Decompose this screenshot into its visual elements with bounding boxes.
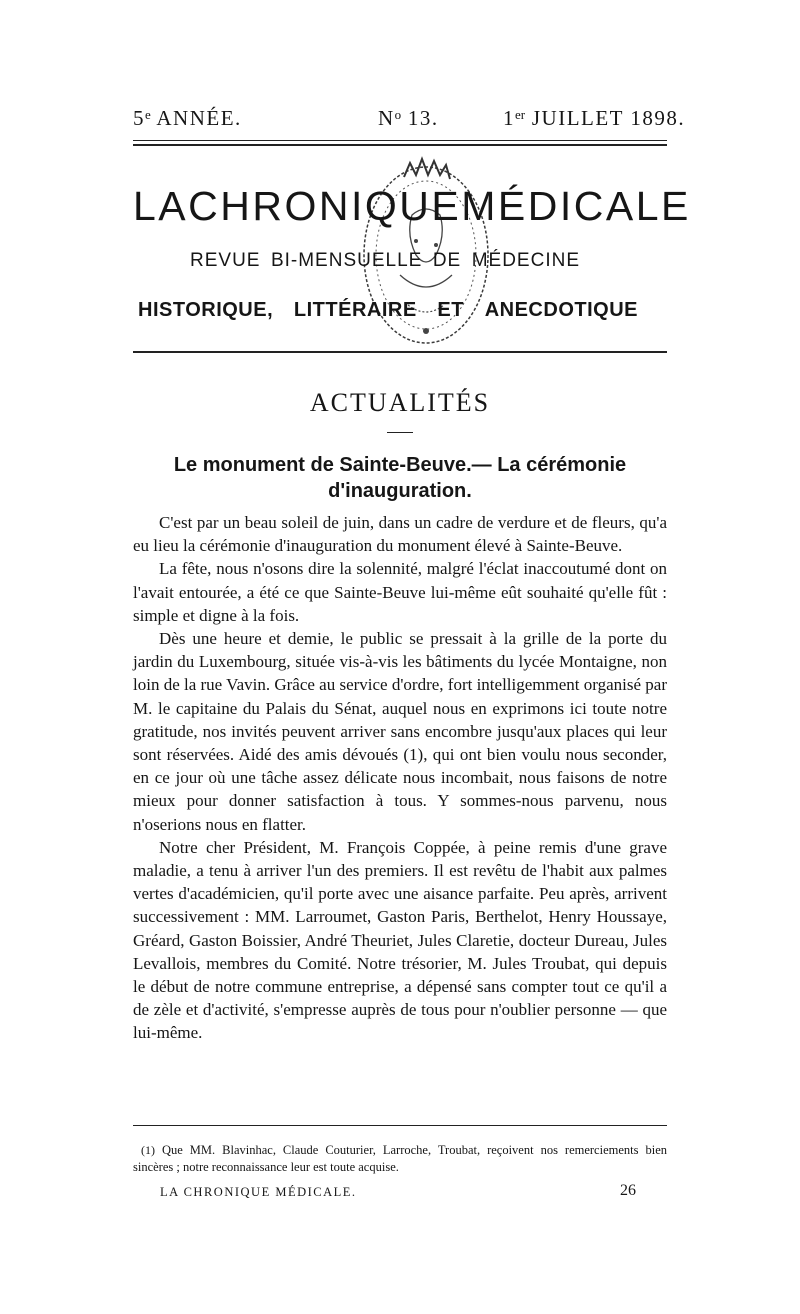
subtitle2-word: ANECDOTIQUE: [484, 299, 638, 321]
paragraph: Dès une heure et demie, le public se pressait à la grille de la porte du jardin du Luxembourg, située vis-à-vis les bâtiments du lycée Montaigne, non loin de la rue Vavin. Grâce au service d'ordre, fort intelligemment organisé par M. le capitaine du Palais du Sénat, auquel nous en exprimons ici toute notre gratitude, nos invités peuvent arriver sans encombre jusqu'aux places qui leur sont réservées. Aidé des amis dévoués (1), qui ont bien voulu nous seconder, en ce jour où une tâche assez délicate nous incombait, nous faisons de notre mieux pour donner satisfaction à tous. Y sommes-nous parvenu, nous n'oserions nous en flatter.: [133, 629, 667, 834]
footnote-marker: (1): [141, 1143, 155, 1157]
footnote-text: Que MM. Blavinhac, Claude Couturier, Larroche, Troubat, reçoivent nos remerciements bien sincères ; notre reconnaissance leur est toute acquise.: [133, 1143, 667, 1174]
subtitle-word: REVUE: [190, 250, 261, 271]
title-word: CHRONIQUE: [188, 183, 462, 229]
subtitle-word: BI-MENSUELLE: [270, 250, 423, 271]
subtitle2-word: HISTORIQUE,: [138, 299, 274, 321]
header-rule-bottom: [133, 144, 667, 146]
header-year: 5e ANNÉE.: [133, 106, 242, 130]
title-word: MÉDICALE: [461, 183, 691, 229]
section-heading: ACTUALITÉS: [309, 388, 491, 417]
title-word: LA: [133, 183, 189, 229]
article-title-line: d'inauguration.: [328, 480, 472, 502]
running-footer: LA CHRONIQUE MÉDICALE.: [160, 1185, 357, 1199]
subtitle-word: DE: [432, 250, 462, 271]
journal-subtitle-2: [138, 299, 638, 322]
paragraph: C'est par un beau soleil de juin, dans un cadre de verdure et de fleurs, qu'a eu lieu la cérémonie d'inauguration du monument élevé à Sainte-Beuve.: [133, 513, 667, 556]
section-dash: [387, 432, 413, 433]
masthead-rule: [133, 351, 667, 353]
footnote: [133, 1142, 667, 1176]
journal-subtitle: [170, 250, 600, 272]
footnote-rule: [133, 1125, 667, 1126]
article-body: [133, 511, 667, 1045]
paragraph: La fête, nous n'osons dire la solennité, malgré l'éclat inaccoutumé dont on l'avait entourée, a été ce que Sainte-Beuve lui-même eût souhaité qu'elle fût : simple et digne à la fois.: [133, 559, 667, 625]
header-rule-top: [133, 140, 667, 141]
paragraph: Notre cher Président, M. François Coppée, à peine remis d'une grave maladie, a tenu à arriver l'un des premiers. Il est revêtu de l'habit aux palmes vertes d'académicien, qu'il porte avec une aisance parfaite. Peu après, arrivent successivement : MM. Larroumet, Gaston Paris, Berthelot, Henry Houssaye, Gréard, Gaston Boissier, André Theuriet, Jules Claretie, docteur Dureau, Jules Levallois, membres du Comité. Notre trésorier, M. Jules Troubat, qui depuis le début de notre commune entreprise, a dépensé sans compter tout ce qu'il a de zèle et d'activité, s'empresse auprès de tous pour n'oublier personne — que lui-même.: [133, 837, 667, 1043]
subtitle2-word: ET: [437, 299, 464, 321]
article-title: [140, 452, 660, 504]
article-title-line: Le monument de Sainte-Beuve.— La cérémonie: [173, 454, 627, 476]
header-issue-number: $N^o$ 13.: [378, 106, 439, 130]
subtitle-word: MÉDECINE: [471, 250, 580, 271]
header-date: 1er JUILLET 1898.: [503, 106, 686, 130]
page-number: 26: [620, 1182, 636, 1199]
journal-title: [133, 183, 691, 230]
subtitle2-word: LITTÉRAIRE: [293, 299, 417, 321]
